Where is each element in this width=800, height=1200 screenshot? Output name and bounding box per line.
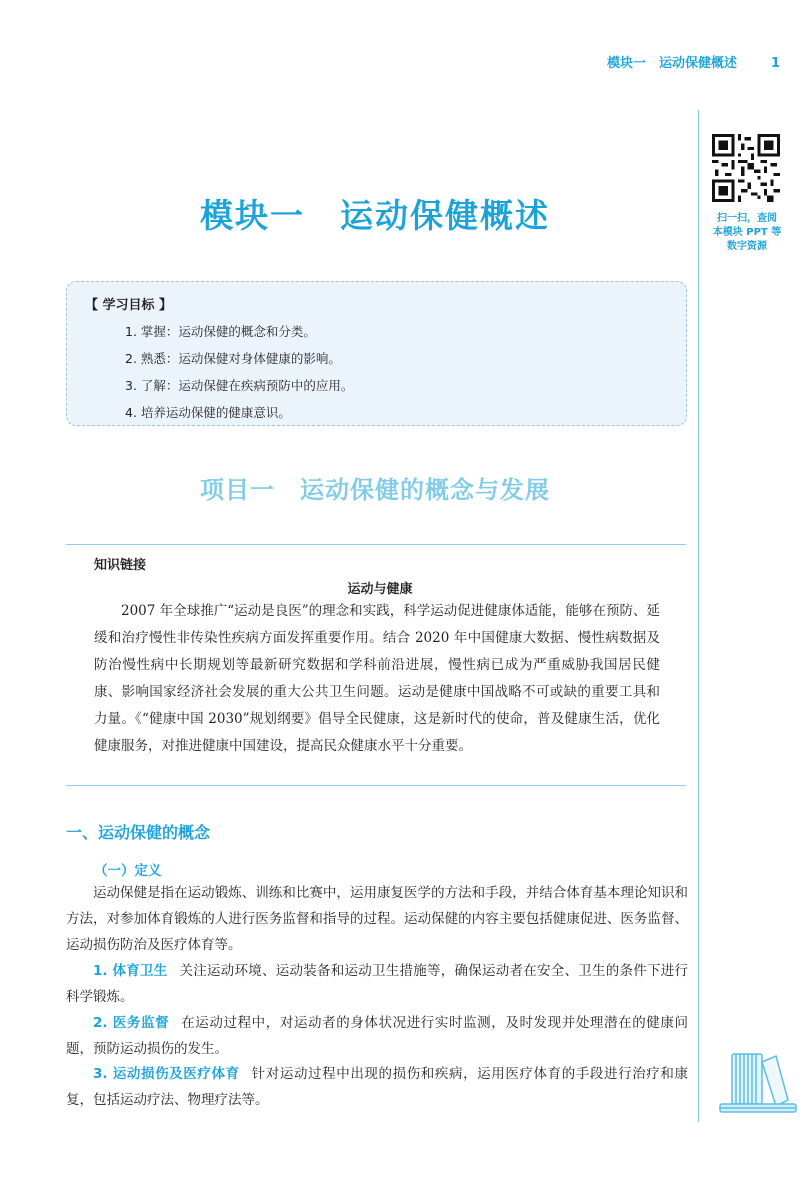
learning-objectives-box xyxy=(66,281,687,426)
definition-item xyxy=(66,1061,688,1113)
item-text: 在运动过程中，对运动者的身体状况进行实时监测，及时发现并处理潜在的健康问题，预防运动损伤的发生。 xyxy=(66,1015,688,1057)
item-text: 关注运动环境、运动装备和运动卫生措施等，确保运动者在安全、卫生的条件下进行科学锻炼。 xyxy=(66,963,688,1005)
section-title: 一、运动保健的概念 xyxy=(66,823,211,842)
project-title: 项目一 运动保健的概念与发展 xyxy=(200,476,550,504)
item-term: 3. 运动损伤及医疗体育 xyxy=(93,1066,240,1082)
margin-divider xyxy=(698,110,699,1122)
objective-item: 3. 了解：运动保健在疾病预防中的应用。 xyxy=(125,378,354,393)
objectives-heading: 【 学习目标 】 xyxy=(85,298,173,313)
subsection-title: （一）定义 xyxy=(94,863,162,879)
definition-item xyxy=(66,958,688,1010)
item-term: 1. 体育卫生 xyxy=(93,963,168,979)
objective-item: 1. 掌握：运动保健的概念和分类。 xyxy=(125,324,316,339)
knowledge-body: 2007 年全球推广“运动是良医”的理念和实践，科学运动促进健康体适能，能够在预防、延缓和治疗慢性非传染性疾病方面发挥重要作用。结合 2020 年中国健康大数据、慢性病数据及防治慢性病中长期规划等最新研究数据和学科前沿进展，慢性病已成为严重威胁我国居民健康、影响国家经济社会发展的重大公共卫生问题。运动是健康中国战略不可或缺的重要工具和力量。《“健康中国 2030”规划纲要》倡导全民健康，这是新时代的使命，普及健康生活，优化健康服务，对推进健康中国建设，提高民众健康水平十分重要。 xyxy=(94,603,660,754)
item-text: 针对运动过程中出现的损伤和疾病，运用医疗体育的手段进行治疗和康复，包括运动疗法、物理疗法等。 xyxy=(66,1066,688,1108)
objective-item: 4. 培养运动保健的健康意识。 xyxy=(125,405,291,420)
definition-item xyxy=(66,1010,688,1062)
qr-caption-line: 数字资源 xyxy=(727,241,767,252)
knowledge-bottom-rule xyxy=(66,785,686,786)
objective-item: 2. 熟悉：运动保健对身体健康的影响。 xyxy=(125,351,341,366)
knowledge-link-label: 知识链接 xyxy=(94,558,147,573)
page-number: 1 xyxy=(770,56,780,71)
definition-paragraph: 运动保健是指在运动锻炼、训练和比赛中，运用康复医学的方法和手段，并结合体育基本理论知识和方法，对参加体育锻炼的人进行医务监督和指导的过程。运动保健的内容主要包括健康促进、医务监督、运动损伤防治及医疗体育等。 xyxy=(66,885,688,953)
book-stack-icon xyxy=(718,1048,798,1118)
running-header xyxy=(607,52,780,71)
module-title: 模块一 运动保健概述 xyxy=(200,196,550,235)
qr-caption-line: 扫一扫，查阅 xyxy=(717,213,777,224)
item-term: 2. 医务监督 xyxy=(93,1015,170,1031)
knowledge-top-rule xyxy=(66,544,686,545)
knowledge-title: 运动与健康 xyxy=(347,582,413,597)
header-module-title: 模块一 运动保健概述 xyxy=(606,56,737,71)
qr-caption-line: 本模块 PPT 等 xyxy=(712,227,782,238)
